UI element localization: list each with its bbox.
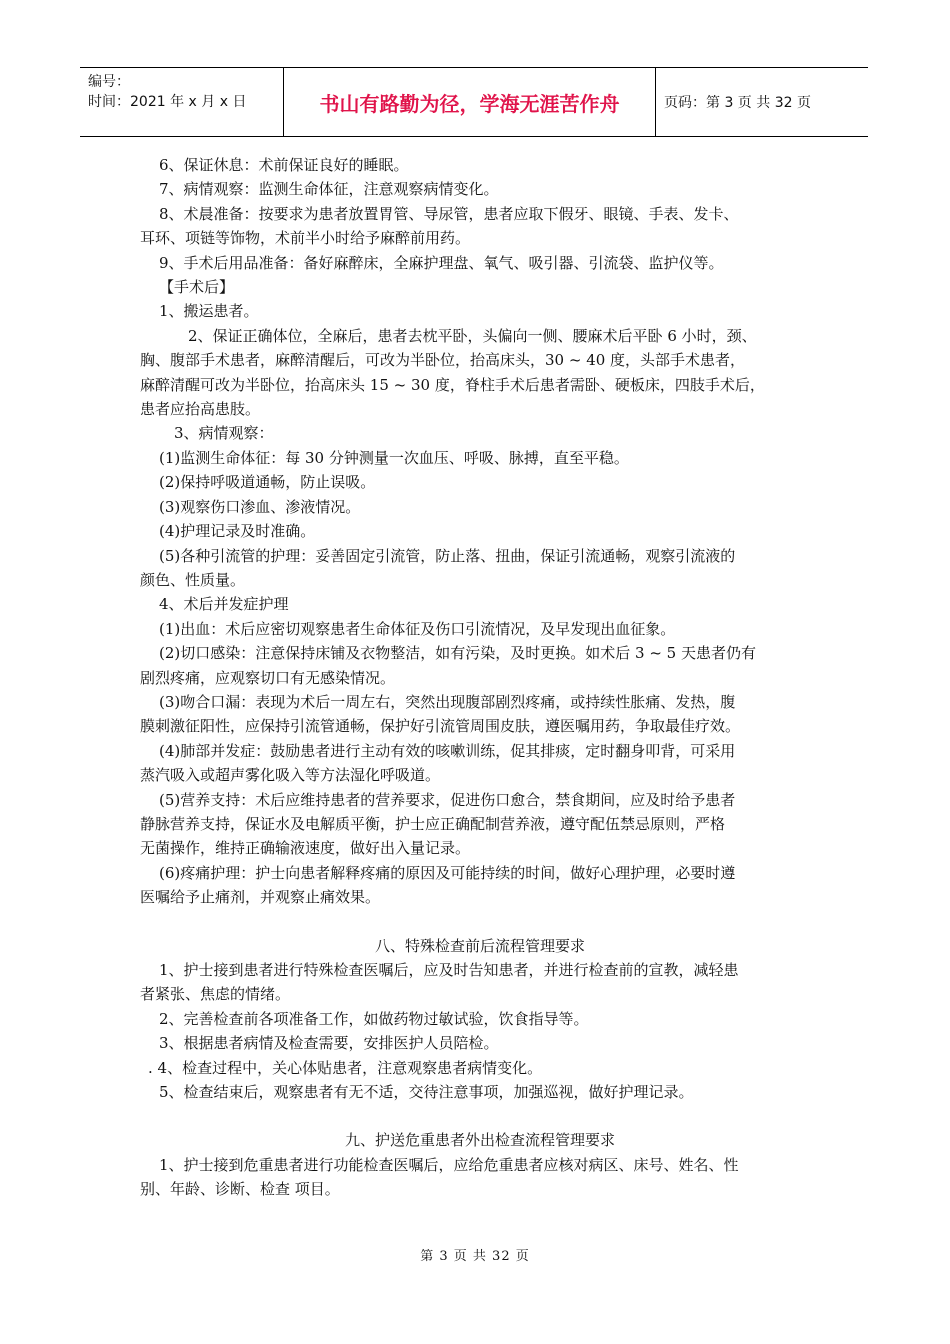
text-line: 1、护士接到患者进行特殊检查医嘱后，应及时告知患者，并进行检查前的宣教，减轻患: [159, 961, 739, 979]
text-line: (5)营养支持：术后应维持患者的营养要求，促进伤口愈合，禁食期间，应及时给予患者: [159, 790, 736, 809]
header-motto: 书山有路勤为径，学海无涯苦作舟: [284, 68, 656, 136]
text-line: 麻醉清醒可改为半卧位，抬高床头 15 ~ 30 度，脊柱手术后患者需卧、硬板床，四肢手术后，: [140, 375, 765, 394]
text-line: 者紧张、焦虑的情绪。: [140, 985, 291, 1004]
text-line: (2)切口感染：注意保持床铺及衣物整洁，如有污染，及时更换。如术后 3 ~ 5 天患者仍有: [159, 644, 756, 663]
text-line: 蒸汽吸入或超声雾化吸入等方法湿化呼吸道。: [140, 766, 441, 785]
page-header: [80, 67, 868, 137]
text-line: 1、护士接到危重患者进行功能检查医嘱后，应给危重患者应核对病区、床号、姓名、性: [159, 1155, 739, 1174]
text-line: 8、术晨准备：按要求为患者放置胃管、导尿管，患者应取下假牙、眼镜、手表、发卡、: [159, 204, 739, 223]
text-line: 剧烈疼痛，应观察切口有无感染情况。: [140, 668, 396, 687]
text-line: (5)各种引流管的护理：妥善固定引流管，防止落、扭曲，保证引流通畅，观察引流液的: [159, 546, 736, 565]
text-line: 无菌操作，维持正确输液速度，做好出入量记录。: [140, 839, 471, 858]
text-line: 患者应抬高患肢。: [140, 400, 261, 419]
text-line: (2)保持呼吸道通畅，防止误吸。: [159, 473, 376, 492]
section-heading-8: 八、特殊检查前后流程管理要求: [374, 936, 585, 955]
section-heading-9: 九、护送危重患者外出检查流程管理要求: [344, 1131, 615, 1150]
text-line: . 4、检查过程中，关心体贴患者，注意观察患者病情变化。: [148, 1058, 543, 1077]
document-number-label: 编号：: [88, 74, 130, 90]
page-footer: 第 3 页 共 32 页: [420, 1249, 530, 1264]
document-time-label: 时间：2021 年 x 月 x 日: [88, 94, 247, 110]
text-line: 3、病情观察：: [174, 424, 274, 443]
text-line: 9、手术后用品准备：备好麻醉床，全麻护理盘、氧气、吸引器、引流袋、监护仪等。: [159, 253, 724, 272]
text-line: 颜色、性质量。: [140, 570, 246, 589]
text-line: (3)吻合口漏：表现为术后一周左右，突然出现腹部剧烈疼痛，或持续性胀痛、发热，腹: [159, 692, 736, 711]
text-line: 2、保证正确体位，全麻后，患者去枕平卧，头偏向一侧、腰麻术后平卧 6 小时，颈、: [188, 326, 757, 345]
text-line: 3、根据患者病情及检查需要，安排医护人员陪检。: [159, 1034, 499, 1053]
section-label: 【手术后】: [159, 278, 235, 297]
text-line: 医嘱给予止痛剂，并观察止痛效果。: [140, 888, 381, 907]
text-line: 静脉营养支持，保证水及电解质平衡，护士应正确配制营养液，遵守配伍禁忌原则，严格: [140, 814, 726, 833]
text-line: 2、完善检查前各项准备工作，如做药物过敏试验，饮食指导等。: [159, 1009, 589, 1028]
text-line: 6、保证休息：术前保证良好的睡眠。: [159, 156, 409, 174]
text-line: 胸、腹部手术患者，麻醉清醒后，可改为半卧位，抬高床头，30 ~ 40 度，头部手术患者，: [140, 351, 746, 370]
document-body: [140, 153, 820, 1202]
text-line: 别、年龄、诊断、检查 项目。: [140, 1180, 340, 1199]
text-line: (6)疼痛护理：护士向患者解释疼痛的原因及可能持续的时间，做好心理护理，必要时遵: [159, 863, 736, 882]
text-line: 4、术后并发症护理: [159, 595, 289, 614]
text-line: 5、检查结束后，观察患者有无不适，交待注意事项，加强巡视，做好护理记录。: [159, 1083, 694, 1102]
text-line: (1)监测生命体征：每 30 分钟测量一次血压、呼吸、脉搏，直至平稳。: [159, 448, 629, 467]
text-line: 7、病情观察：监测生命体征，注意观察病情变化。: [159, 180, 499, 199]
spacer: [140, 1104, 820, 1128]
header-page-info: 页码：第 3 页 共 32 页: [664, 95, 811, 111]
text-line: 耳环、项链等饰物，术前半小时给予麻醉前用药。: [140, 229, 471, 248]
text-line: 膜刺激征阳性，应保持引流管通畅，保护好引流管周围皮肤，遵医嘱用药，争取最佳疗效。: [140, 717, 741, 736]
header-meta: [80, 68, 284, 136]
text-line: (4)肺部并发症：鼓励患者进行主动有效的咳嗽训练，促其排痰，定时翻身叩背，可采用: [159, 741, 736, 760]
text-line: (3)观察伤口渗血、渗液情况。: [159, 497, 361, 516]
spacer: [140, 910, 820, 934]
text-line: (4)护理记录及时准确。: [159, 522, 316, 541]
text-line: 1、搬运患者。: [159, 302, 259, 321]
text-line: (1)出血：术后应密切观察患者生命体征及伤口引流情况，及早发现出血征象。: [159, 619, 676, 638]
